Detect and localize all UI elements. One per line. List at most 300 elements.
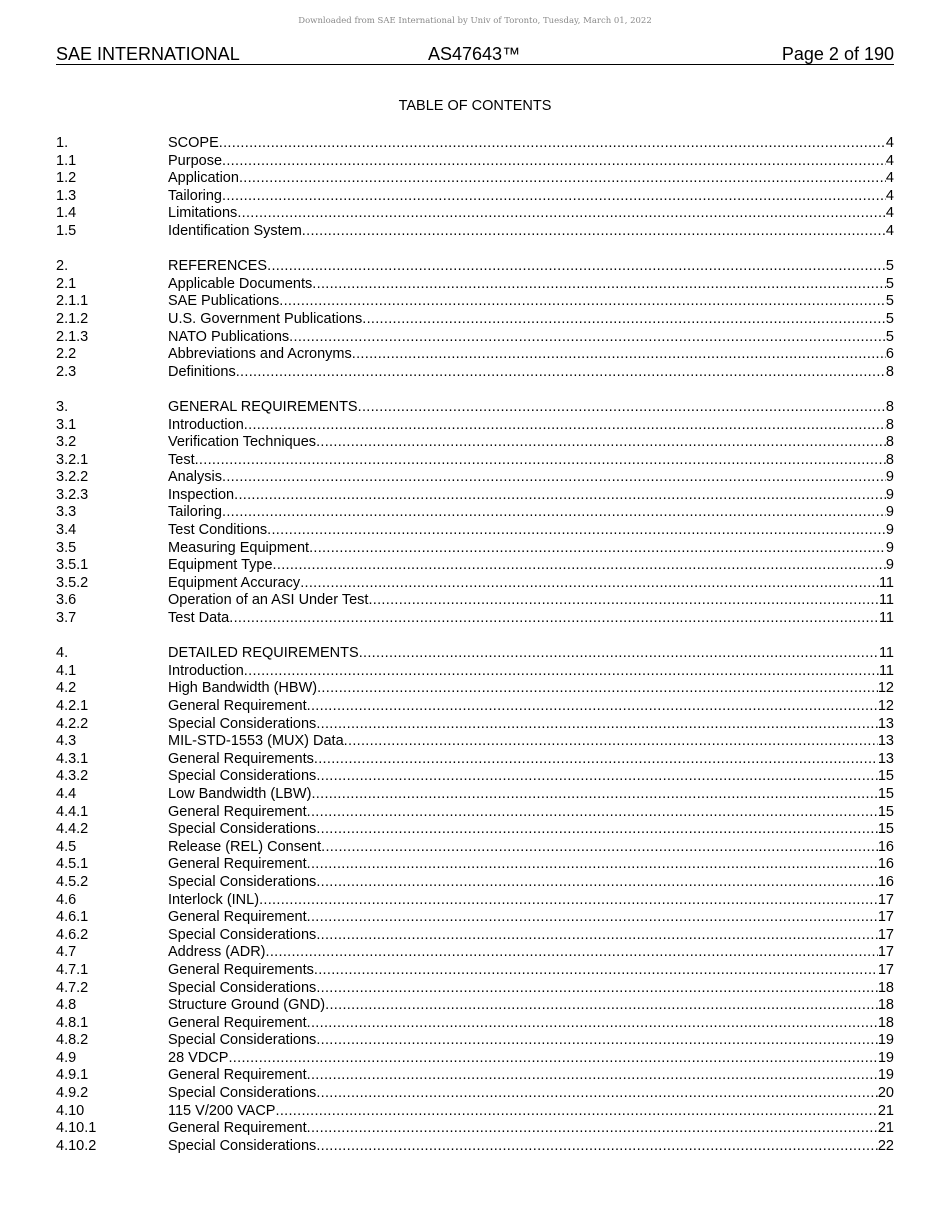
toc-entry-title[interactable]: Verification Techniques (168, 434, 317, 451)
dot-leader (307, 698, 878, 716)
dot-leader (302, 223, 886, 241)
toc-entry[interactable] (56, 804, 894, 822)
dot-leader (316, 1032, 878, 1050)
dot-leader (275, 1103, 877, 1121)
toc-entry-number: 4.7 (56, 944, 77, 961)
toc-entry-title[interactable]: General Requirement (168, 1014, 307, 1031)
dot-leader (352, 346, 886, 364)
dot-leader (317, 680, 878, 698)
header-org: SAE INTERNATIONAL (56, 44, 240, 64)
dot-leader (273, 557, 886, 575)
dot-leader (316, 874, 878, 892)
dot-leader (289, 329, 886, 347)
toc-entry-page: 4 (885, 135, 894, 151)
toc-entry-number: 4.8 (56, 997, 77, 1014)
toc-entry-line (168, 452, 894, 470)
toc-entry-line (168, 223, 894, 241)
toc-entry[interactable] (56, 1050, 894, 1068)
toc-entry[interactable] (56, 856, 894, 874)
toc-entry[interactable] (56, 522, 894, 540)
toc-entry[interactable] (56, 821, 894, 839)
toc-entry-page: 22 (877, 1137, 894, 1154)
toc-entry-title[interactable]: SAE Publications (168, 293, 280, 310)
toc-entry-page: 5 (885, 293, 894, 310)
toc-entry-number: 4.7.2 (56, 979, 89, 996)
toc-entry-line (168, 1050, 894, 1068)
toc-entry-line (168, 135, 894, 153)
toc-entry-line (168, 575, 894, 593)
dot-leader (279, 293, 886, 311)
toc-entry-page: 18 (877, 979, 894, 996)
toc-entry[interactable] (56, 364, 894, 382)
dot-leader (307, 804, 878, 822)
toc-entry-line (168, 1085, 894, 1103)
toc-entry-page: 15 (877, 768, 894, 785)
toc-entry-number: 3.1 (56, 416, 77, 433)
toc-entry[interactable] (56, 135, 894, 153)
toc-entry-line (168, 434, 894, 452)
toc-entry-number: 2.1.1 (56, 293, 89, 310)
toc-entry-line (168, 980, 894, 998)
toc-entry-number: 2.3 (56, 363, 77, 380)
toc-entry[interactable] (56, 874, 894, 892)
toc-entry-title[interactable]: General Requirement (168, 856, 307, 873)
toc-entry-page: 11 (878, 610, 894, 627)
toc-entry-title[interactable]: Special Considerations (168, 873, 317, 890)
toc-entry-number: 3.3 (56, 504, 77, 521)
toc-entry-title[interactable]: Low Bandwidth (LBW) (168, 785, 312, 802)
toc-entry[interactable] (56, 469, 894, 487)
toc-entry[interactable] (56, 170, 894, 188)
toc-entry-title[interactable]: Analysis (168, 469, 222, 486)
toc-entry-page: 16 (877, 856, 894, 873)
toc-entry[interactable] (56, 592, 894, 610)
toc-entry-page: 9 (885, 557, 894, 574)
dot-leader (312, 276, 886, 294)
toc-entry-number: 4.2.2 (56, 715, 89, 732)
toc-entry[interactable] (56, 487, 894, 505)
dot-leader (344, 733, 878, 751)
toc-entry-page: 12 (877, 680, 894, 697)
toc-entry-number: 3.5.1 (56, 557, 89, 574)
toc-entry-page: 4 (885, 152, 894, 169)
toc-entry-line (168, 504, 894, 522)
toc-entry[interactable] (56, 329, 894, 347)
toc-entry-line (168, 1032, 894, 1050)
toc-entry[interactable] (56, 399, 894, 417)
toc-entry[interactable] (56, 575, 894, 593)
toc-entry-number: 2. (56, 258, 69, 275)
toc-entry-page: 8 (885, 434, 894, 451)
toc-entry-number: 4.5 (56, 838, 77, 855)
toc-entry-line (168, 610, 894, 628)
toc-entry[interactable] (56, 645, 894, 663)
toc-entry-title[interactable]: Special Considerations (168, 979, 317, 996)
toc-entry-line (168, 663, 894, 681)
toc-entry[interactable] (56, 504, 894, 522)
toc-entry-number: 4.6.2 (56, 926, 89, 943)
toc-entry-line (168, 469, 894, 487)
toc-entry-number: 3.5 (56, 539, 77, 556)
dot-leader (316, 927, 878, 945)
toc-entry[interactable] (56, 311, 894, 329)
toc-entry-number: 4.10.1 (56, 1120, 97, 1137)
toc-entry-page: 17 (877, 926, 894, 943)
toc-entry-line (168, 874, 894, 892)
toc-entry-number: 1. (56, 135, 69, 151)
toc-entry-number: 3.7 (56, 610, 77, 627)
toc-entry-page: 8 (885, 363, 894, 380)
toc-entry-number: 4.9.2 (56, 1085, 89, 1102)
toc-entry-title[interactable]: Special Considerations (168, 768, 317, 785)
dot-leader (222, 153, 886, 171)
toc-entry-title[interactable]: Identification System (168, 222, 302, 239)
toc-entry-number: 4.7.1 (56, 961, 89, 978)
toc-entry-title[interactable]: Special Considerations (168, 1032, 317, 1049)
toc-entry-line (168, 1138, 894, 1156)
toc-entry[interactable] (56, 751, 894, 769)
toc-entry-title[interactable]: REFERENCES (168, 258, 268, 275)
toc-entry-number: 4.5.2 (56, 873, 89, 890)
toc-entry-line (168, 927, 894, 945)
toc-entry-title[interactable]: 28 VDCP (168, 1049, 229, 1066)
toc-entry[interactable] (56, 698, 894, 716)
toc-entry-number: 2.2 (56, 346, 77, 363)
toc-entry[interactable] (56, 768, 894, 786)
toc-entry-number: 2.1 (56, 275, 77, 292)
toc-entry-title[interactable]: MIL-STD-1553 (MUX) Data (168, 733, 344, 750)
toc-entry-title[interactable]: Test Conditions (168, 522, 268, 539)
dot-leader (311, 786, 877, 804)
toc-entry-line (168, 1067, 894, 1085)
toc-entry[interactable] (56, 1032, 894, 1050)
toc-entry-number: 4.1 (56, 662, 77, 679)
toc-entry-title[interactable]: Applicable Documents (168, 275, 313, 292)
toc-entry-title[interactable]: General Requirement (168, 909, 307, 926)
toc-entry-page: 18 (877, 1014, 894, 1031)
dot-leader (309, 540, 886, 558)
toc-entry-page: 4 (885, 187, 894, 204)
toc-entry-number: 1.4 (56, 205, 77, 222)
toc-entry-line (168, 997, 894, 1015)
dot-leader (316, 1085, 878, 1103)
dot-leader (359, 645, 879, 663)
toc-entry-title[interactable]: Definitions (168, 363, 236, 380)
toc-entry-title[interactable]: Limitations (168, 205, 238, 222)
toc-entry-number: 3. (56, 398, 69, 415)
toc-entry-line (168, 680, 894, 698)
toc-entry-page: 9 (885, 469, 894, 486)
toc-entry-line (168, 170, 894, 188)
toc-entry-page: 9 (885, 522, 894, 539)
toc-entry-page: 4 (885, 170, 894, 187)
toc-entry[interactable] (56, 557, 894, 575)
dot-leader (316, 980, 878, 998)
toc-entry-line (168, 751, 894, 769)
toc-entry-line (168, 346, 894, 364)
toc-entry[interactable] (56, 258, 894, 276)
dot-leader (316, 768, 878, 786)
toc-entry[interactable] (56, 663, 894, 681)
dot-leader (219, 135, 886, 153)
toc-entry-page: 9 (885, 486, 894, 503)
toc-entry-page: 9 (885, 504, 894, 521)
toc-entry[interactable] (56, 434, 894, 452)
toc-entry-title[interactable]: Test (168, 451, 195, 468)
toc-entry-page: 17 (877, 944, 894, 961)
toc-entry[interactable] (56, 944, 894, 962)
toc-entry[interactable] (56, 1015, 894, 1033)
toc-entry[interactable] (56, 1103, 894, 1121)
toc-entry-line (168, 487, 894, 505)
toc-entry-line (168, 645, 894, 663)
toc-entry-number: 4.4 (56, 785, 77, 802)
toc-entry-number: 1.5 (56, 222, 77, 239)
toc-entry-line (168, 258, 894, 276)
toc-entry[interactable] (56, 293, 894, 311)
toc-entry-number: 4.10 (56, 1102, 85, 1119)
toc-entry-line (168, 733, 894, 751)
toc-entry-title[interactable]: Purpose (168, 152, 223, 169)
toc-entry-number: 3.4 (56, 522, 77, 539)
section-spacer (56, 628, 894, 646)
toc-entry[interactable] (56, 188, 894, 206)
toc-entry-title[interactable]: Interlock (INL) (168, 891, 260, 908)
toc-entry-number: 4.8.2 (56, 1032, 89, 1049)
dot-leader (222, 469, 886, 487)
toc-entry[interactable] (56, 980, 894, 998)
toc-entry-page: 18 (877, 997, 894, 1014)
toc-entry-title[interactable]: Tailoring (168, 504, 222, 521)
toc-entry-title[interactable]: SCOPE (168, 135, 219, 151)
toc-entry-title[interactable]: Measuring Equipment (168, 539, 310, 556)
toc-entry[interactable] (56, 716, 894, 734)
toc-entry-line (168, 909, 894, 927)
toc-entry-page: 19 (877, 1049, 894, 1066)
toc-entry-page: 17 (877, 961, 894, 978)
toc-entry-page: 6 (885, 346, 894, 363)
toc-entry-title[interactable]: High Bandwidth (HBW) (168, 680, 318, 697)
dot-leader (307, 909, 878, 927)
header-page-number: Page 2 of 190 (781, 44, 894, 64)
toc-entry-number: 3.2 (56, 434, 77, 451)
toc-entry-title[interactable]: General Requirement (168, 698, 307, 714)
toc-entry-title[interactable]: 115 V/200 VACP (168, 1102, 276, 1119)
toc-entry[interactable] (56, 1085, 894, 1103)
toc-entry[interactable] (56, 909, 894, 927)
toc-entry-number: 4.3.1 (56, 750, 89, 767)
toc-entry-line (168, 698, 894, 716)
toc-entry-title[interactable]: GENERAL REQUIREMENTS (168, 398, 358, 415)
toc-entry-title[interactable]: Operation of an ASI Under Test (168, 592, 369, 609)
toc-entry-number: 4.3 (56, 733, 77, 750)
toc-entry-page: 13 (877, 750, 894, 767)
toc-entry-page: 13 (877, 715, 894, 732)
toc-entry-number: 4.6.1 (56, 909, 89, 926)
toc-entry[interactable] (56, 205, 894, 223)
toc-entry-number: 4.6 (56, 891, 77, 908)
toc-entry-line (168, 364, 894, 382)
toc-entry-number: 3.2.2 (56, 469, 89, 486)
toc-entry-title[interactable]: Introduction (168, 662, 244, 679)
toc-entry-page: 8 (885, 398, 894, 415)
toc-entry-title[interactable]: U.S. Government Publications (168, 310, 363, 327)
toc-entry-number: 4.4.1 (56, 803, 89, 820)
toc-entry[interactable] (56, 892, 894, 910)
toc-entry-line (168, 329, 894, 347)
toc-entry-title[interactable]: General Requirement (168, 1120, 307, 1137)
dot-leader (195, 452, 886, 470)
toc-entry-page: 4 (885, 205, 894, 222)
toc-entry-page: 16 (877, 838, 894, 855)
toc-entry-line (168, 557, 894, 575)
toc-entry-title[interactable]: Application (168, 170, 239, 187)
toc-entry[interactable] (56, 1120, 894, 1138)
dot-leader (234, 487, 886, 505)
toc-entry-number: 2.1.2 (56, 310, 89, 327)
toc-entry-page: 19 (877, 1067, 894, 1084)
toc-entry-number: 3.2.3 (56, 486, 89, 503)
section-spacer (56, 381, 894, 399)
toc-entry[interactable] (56, 927, 894, 945)
toc-entry-number: 4.9 (56, 1049, 77, 1066)
toc-entry-title[interactable]: Special Considerations (168, 1085, 317, 1102)
toc-entry-page: 17 (877, 909, 894, 926)
toc-entry-line (168, 839, 894, 857)
toc-entry[interactable] (56, 417, 894, 435)
toc-entry[interactable] (56, 346, 894, 364)
dot-leader (222, 504, 886, 522)
toc-entry-title[interactable]: General Requirements (168, 961, 314, 978)
toc-entry-line (168, 1120, 894, 1138)
dot-leader (267, 258, 886, 276)
toc-entry-page: 9 (885, 539, 894, 556)
toc-entry-line (168, 962, 894, 980)
dot-leader (237, 205, 886, 223)
toc-entry-number: 4.10.2 (56, 1137, 97, 1154)
dot-leader (244, 663, 879, 681)
dot-leader (316, 821, 878, 839)
toc-entry-page: 5 (885, 328, 894, 345)
toc-entry-number: 4.9.1 (56, 1067, 89, 1084)
toc-entry-number: 1.3 (56, 187, 77, 204)
toc-entry-title[interactable]: General Requirement (168, 803, 307, 820)
dot-leader (307, 1067, 878, 1085)
toc-entry-title[interactable]: Special Considerations (168, 715, 317, 732)
toc-entry-title[interactable]: NATO Publications (168, 328, 290, 345)
toc-entry[interactable] (56, 153, 894, 171)
dot-leader (259, 892, 878, 910)
toc-entry-title[interactable]: Special Considerations (168, 821, 317, 838)
toc-entry[interactable] (56, 610, 894, 628)
toc-entry-number: 4.2.1 (56, 698, 89, 714)
toc-entry-number: 2.1.3 (56, 328, 89, 345)
toc-entry-title[interactable]: Introduction (168, 416, 244, 433)
toc-entry[interactable] (56, 733, 894, 751)
dot-leader (316, 716, 878, 734)
toc-entry-title[interactable]: Test Data (168, 610, 230, 627)
toc-entry-title[interactable]: General Requirement (168, 1067, 307, 1084)
toc-entry-title[interactable]: Equipment Accuracy (168, 574, 301, 591)
toc-entry-line (168, 786, 894, 804)
dot-leader (314, 751, 878, 769)
dot-leader (368, 592, 879, 610)
toc-entry-line (168, 856, 894, 874)
dot-leader (325, 997, 878, 1015)
toc-entry-line (168, 522, 894, 540)
toc-entry[interactable] (56, 540, 894, 558)
toc-entry[interactable] (56, 1138, 894, 1156)
toc-entry-page: 19 (877, 1032, 894, 1049)
toc-entry-title[interactable]: Tailoring (168, 187, 222, 204)
toc-entry-title[interactable]: Release (REL) Consent (168, 838, 322, 855)
toc-entry-title[interactable]: Inspection (168, 486, 235, 503)
toc-entry-line (168, 276, 894, 294)
dot-leader (362, 311, 886, 329)
toc-entry[interactable] (56, 997, 894, 1015)
toc-entry-number: 4. (56, 645, 69, 662)
toc-entry-page: 20 (877, 1085, 894, 1102)
toc-entry[interactable] (56, 276, 894, 294)
toc-entry-title[interactable]: Special Considerations (168, 926, 317, 943)
toc-entry-line (168, 821, 894, 839)
toc-entry-line (168, 188, 894, 206)
toc-entry-page: 11 (878, 592, 894, 609)
toc-entry-number: 1.1 (56, 152, 77, 169)
toc-entry[interactable] (56, 786, 894, 804)
toc-entry-title[interactable]: Equipment Type (168, 557, 273, 574)
toc-entry-title[interactable]: Special Considerations (168, 1137, 317, 1154)
toc-entry-title[interactable]: Address (ADR) (168, 944, 266, 961)
toc-entry[interactable] (56, 452, 894, 470)
toc-entry-page: 21 (877, 1120, 894, 1137)
toc-entry-line (168, 768, 894, 786)
toc-entry[interactable] (56, 1067, 894, 1085)
header-doc-id: AS47643™ (428, 44, 521, 64)
toc-entry-line (168, 592, 894, 610)
toc-entry-title[interactable]: General Requirements (168, 750, 314, 767)
toc-entry-number: 4.3.2 (56, 768, 89, 785)
dot-leader (358, 399, 886, 417)
page-header (56, 44, 894, 65)
toc-entry-title[interactable]: Structure Ground (GND) (168, 997, 326, 1014)
toc-title: TABLE OF CONTENTS (398, 98, 552, 114)
dot-leader (228, 1050, 877, 1068)
toc-entry-title[interactable]: DETAILED REQUIREMENTS (168, 645, 359, 662)
toc-entry-page: 5 (885, 310, 894, 327)
toc-entry-number: 3.6 (56, 592, 77, 609)
toc-entry-page: 16 (877, 873, 894, 890)
dot-leader (307, 1120, 878, 1138)
toc-entry-number: 4.2 (56, 680, 77, 697)
toc-entry-line (168, 399, 894, 417)
toc-entry-title[interactable]: Abbreviations and Acronyms (168, 346, 352, 363)
toc-entry[interactable] (56, 223, 894, 241)
toc-entry-page: 11 (878, 574, 894, 591)
toc-entry-line (168, 804, 894, 822)
toc-entry[interactable] (56, 680, 894, 698)
toc-entry-line (168, 944, 894, 962)
download-watermark: Downloaded from SAE International by Univ of Toronto, Tuesday, March 01, 2022 (298, 16, 652, 26)
dot-leader (266, 944, 878, 962)
toc-entry[interactable] (56, 839, 894, 857)
toc-entry[interactable] (56, 962, 894, 980)
toc-entry-line (168, 293, 894, 311)
toc-entry-number: 4.4.2 (56, 821, 89, 838)
toc-entry-line (168, 1103, 894, 1121)
toc-entry-page: 5 (885, 258, 894, 275)
dot-leader (300, 575, 879, 593)
